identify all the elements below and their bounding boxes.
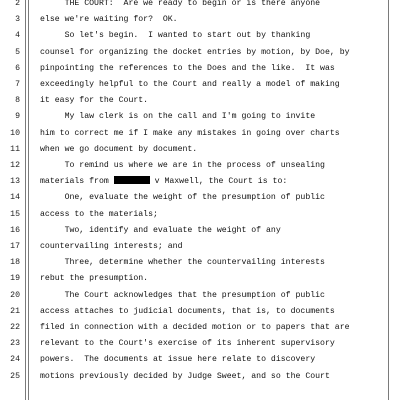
transcript-line [0,223,400,239]
line-number: 2 [15,0,20,8]
line-text: Three, determine whether the countervailing interests [40,258,325,268]
transcript-line [0,12,400,28]
line-text: My law clerk is on the call and I'm going to invite [40,112,316,122]
line-number: 25 [10,371,20,381]
transcript-line [0,28,400,44]
transcript-line [0,0,400,12]
line-number: 9 [15,112,20,122]
transcript-line [0,336,400,352]
line-number: 16 [10,225,20,235]
transcript-line [0,369,400,385]
line-text-before-redaction: materials from [40,177,114,187]
transcript-line [0,93,400,109]
line-number: 24 [10,355,20,365]
line-number: 19 [10,274,20,284]
transcript-line [0,288,400,304]
line-number: 10 [10,128,20,138]
line-text: THE COURT: Are we ready to begin or is there anyone [40,0,321,8]
line-text: motions previously decided by Judge Sweet, and so the Court [40,371,330,381]
line-text: else we're waiting for? OK. [40,15,178,25]
line-number: 11 [10,144,20,154]
line-text-after-redaction: v Maxwell, the Court is to: [149,177,288,187]
line-text: powers. The documents at issue here relate to discovery [40,355,316,365]
transcript-line [0,126,400,142]
line-number: 4 [15,31,20,41]
transcript-line [0,109,400,125]
line-number: 12 [10,161,20,170]
transcript-line [0,255,400,271]
line-text: countervailing interests; and [40,242,183,251]
transcript-line [0,45,400,61]
transcript-line [0,158,400,174]
line-number: 13 [10,177,20,187]
transcript-line [0,207,400,223]
line-text: it easy for the Court. [40,96,149,106]
line-text: pinpointing the references to the Does and the like. It was [40,63,335,73]
transcript-line [0,142,400,158]
line-text: filed in connection with a decided motion or to papers that are [40,323,350,332]
line-text: him to correct me if I make any mistakes in going over charts [40,128,340,138]
line-number: 20 [10,290,20,300]
line-text-redacted [40,174,385,190]
line-number: 18 [10,258,20,268]
line-number: 22 [10,323,20,332]
transcript-line [0,239,400,255]
transcript-line [0,320,400,336]
transcript-line [0,271,400,287]
transcript-line [0,190,400,206]
line-text: One, evaluate the weight of the presumption of public [40,193,325,203]
line-text: rebut the presumption. [40,274,149,284]
line-number: 7 [15,80,20,89]
line-number: 6 [15,63,20,73]
transcript-line [0,174,400,190]
line-text: relevant to the Court's exercise of its inherent supervisory [40,339,335,349]
line-number: 17 [10,242,20,251]
line-number: 5 [15,47,20,57]
line-text: To remind us where we are in the process of unsealing [40,161,325,170]
redaction-bar [114,176,150,184]
transcript-line [0,61,400,77]
line-text: when we go document by document. [40,144,198,154]
line-text: exceedingly helpful to the Court and really a model of making [40,80,340,89]
transcript-line [0,304,400,320]
line-number: 14 [10,193,20,203]
line-number: 15 [10,209,20,219]
line-text: Two, identify and evaluate the weight of any [40,225,281,235]
line-text: So let's begin. I wanted to start out by thanking [40,31,311,41]
line-text: counsel for organizing the docket entries by motion, by Doe, by [40,47,350,57]
line-text: access to the materials; [40,209,158,219]
transcript-line [0,352,400,368]
line-text: The Court acknowledges that the presumption of public [40,290,325,300]
transcript-line [0,77,400,93]
line-number: 3 [15,15,20,25]
line-text: access attaches to judicial documents, that is, to documents [40,306,335,316]
line-number: 23 [10,339,20,349]
line-number: 21 [10,306,20,316]
line-number: 8 [15,96,20,106]
